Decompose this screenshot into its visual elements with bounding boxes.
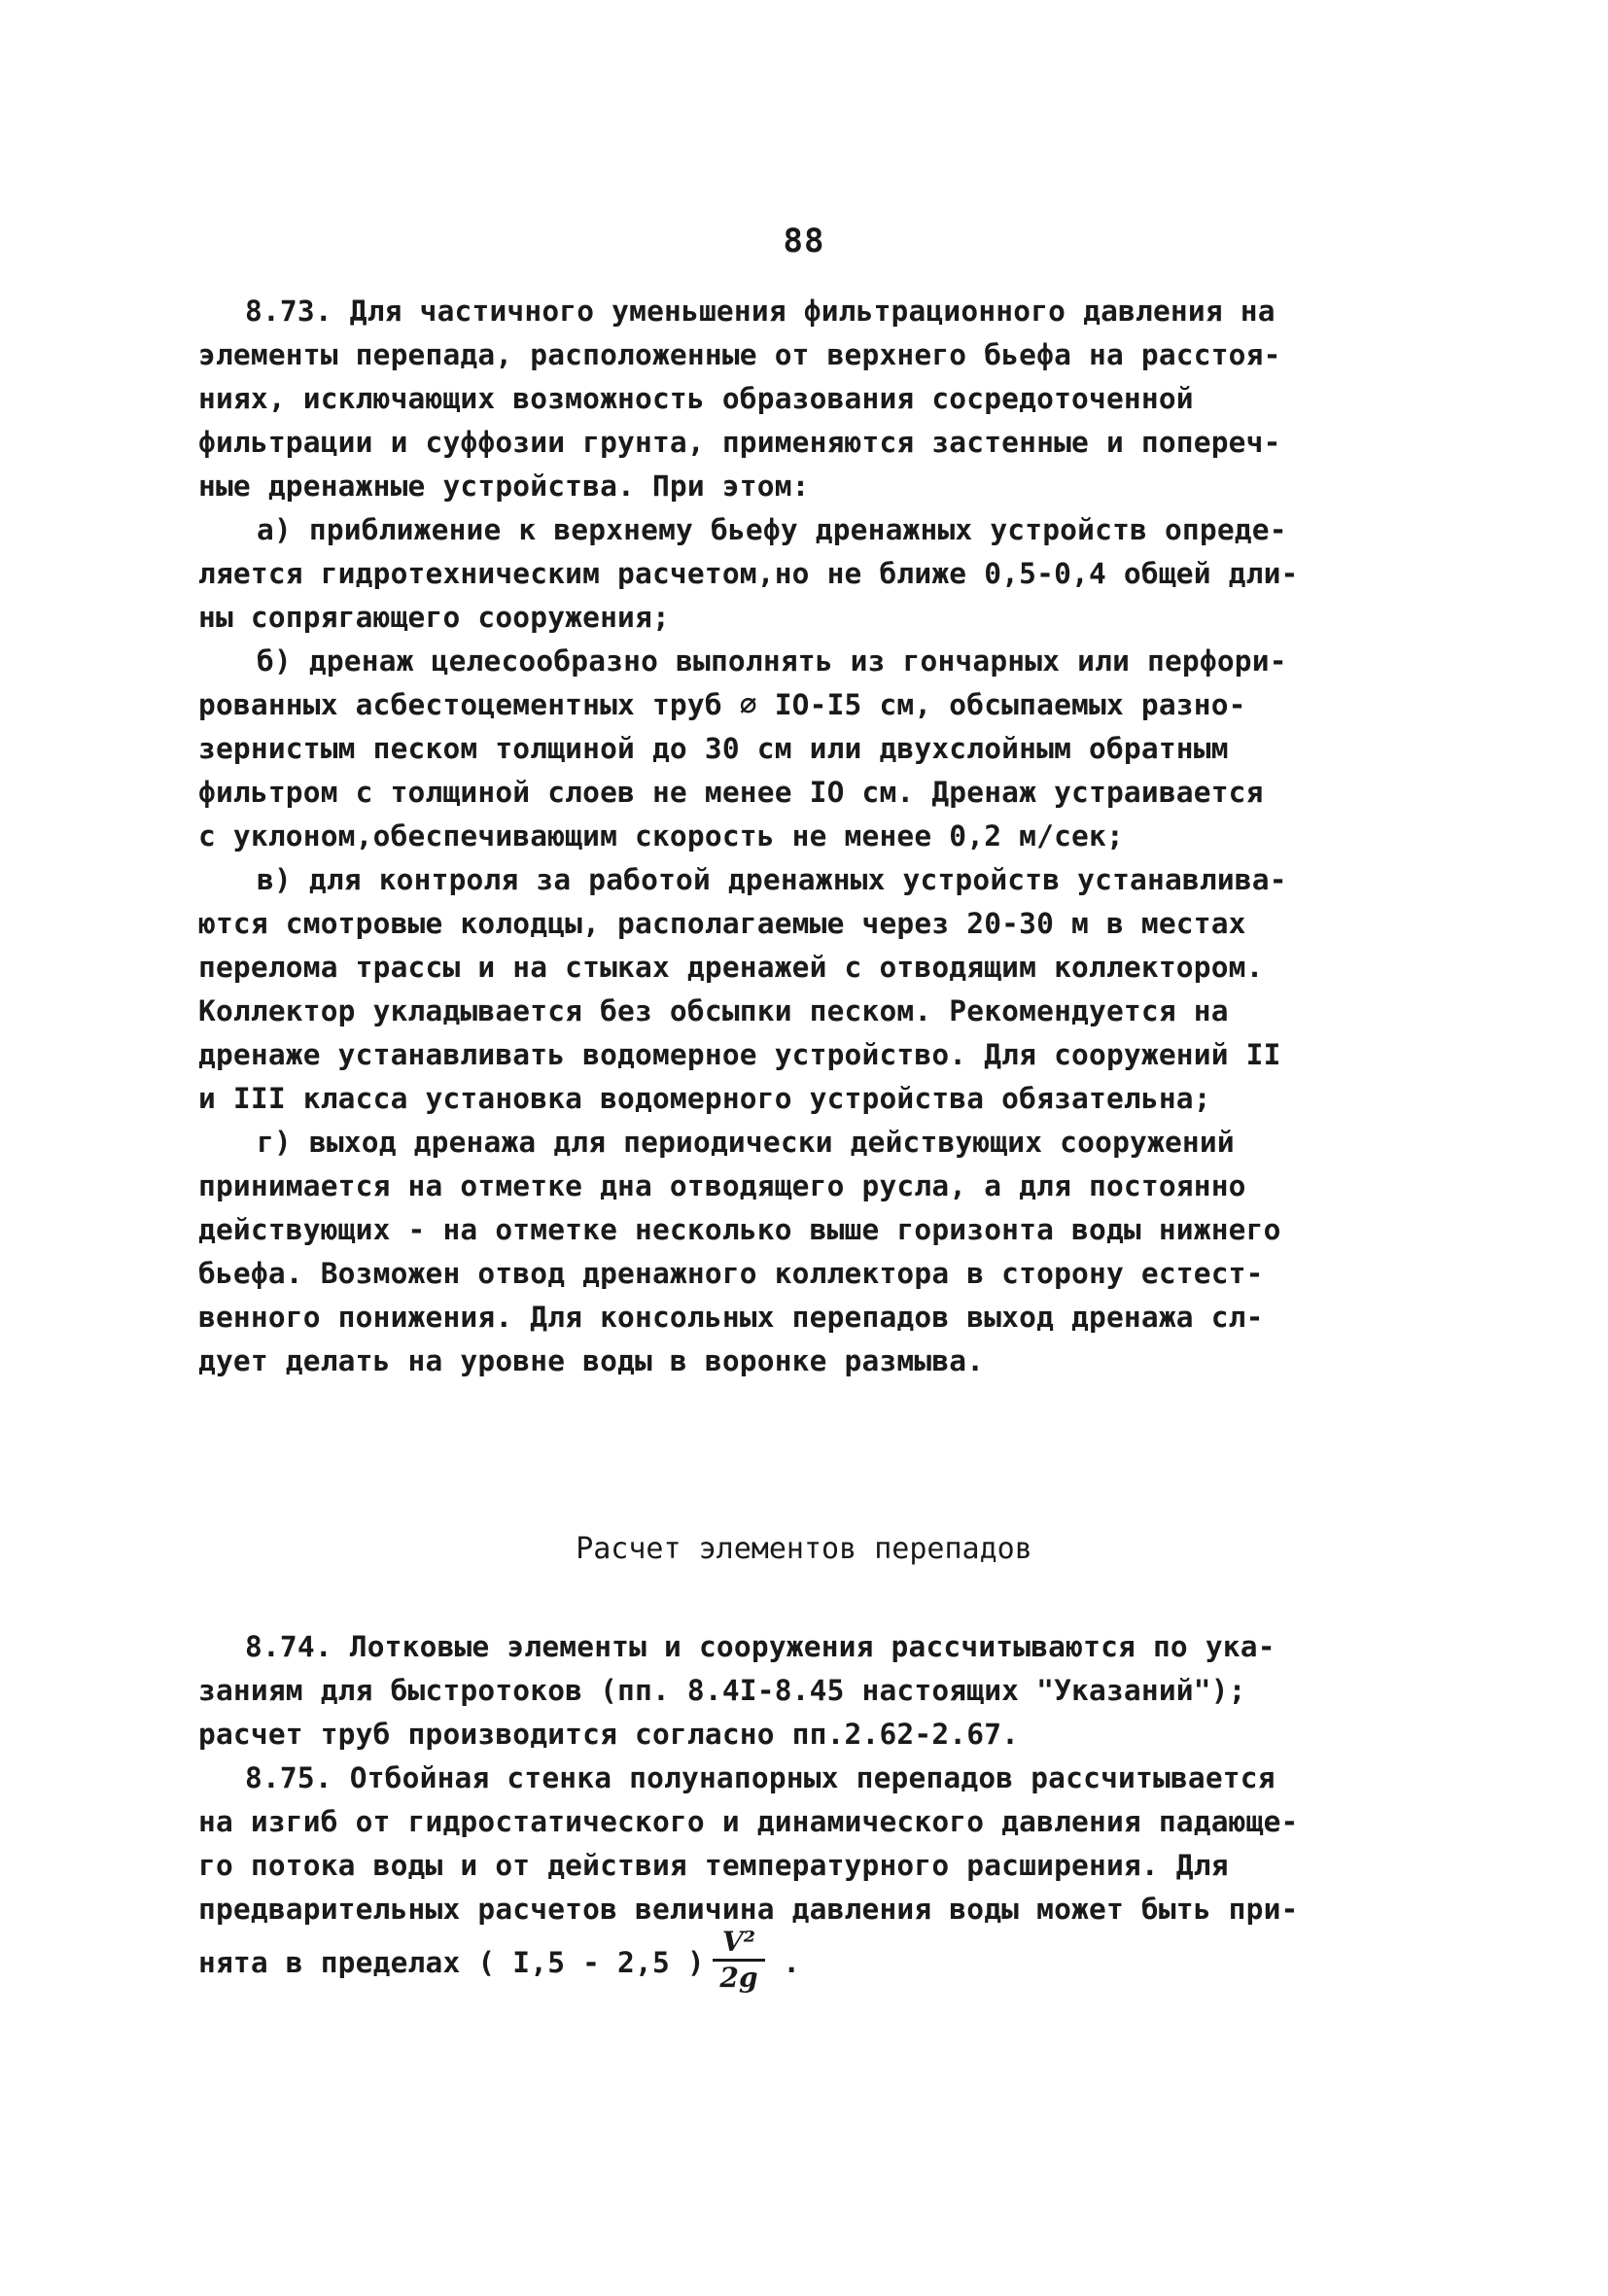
paragraph-3-74-line: заниям для быстротоков (пп. 8.4I-8.45 настоящих "Указаний"); (198, 1674, 1246, 1707)
item-v-line: ются смотровые колодцы, располагаемые через 20-30 м в местах (198, 907, 1246, 940)
fraction-denominator: 2g (719, 1962, 758, 1994)
section-heading: Расчет элементов перепадов (576, 1532, 1032, 1566)
item-v-line: в) для контроля за работой дренажных устройств устанавлива- (257, 863, 1287, 896)
paragraph-3-73-line: фильтрации и суффозии грунта, применяются застенные и попереч- (198, 426, 1281, 459)
paragraph-3-75-last-line (198, 1926, 1414, 1994)
item-g-line: действующих - на отметке несколько выше горизонта воды нижнего (198, 1213, 1281, 1246)
paragraph-3-74-line: 8.74. Лотковые элементы и сооружения рассчитываются по ука- (245, 1630, 1276, 1663)
paragraph-3-73-line: 8.73. Для частичного уменьшения фильтрационного давления на (245, 295, 1276, 328)
item-b-line: фильтром с толщиной слоев не менее IO см. Дренаж устраивается (198, 776, 1264, 809)
item-g-line: принимается на отметке дна отводящего русла, а для постоянно (198, 1169, 1246, 1202)
item-a-line: ны сопрягающего сооружения; (198, 601, 670, 634)
item-g-line: дует делать на уровне воды в воронке размыва. (198, 1344, 985, 1377)
paragraph-3-74-line: расчет труб производится согласно пп.2.62-2.67. (198, 1718, 1020, 1751)
item-a-line: а) приближение к верхнему бьефу дренажных устройств опреде- (257, 513, 1287, 546)
item-b-line: зернистым песком толщиной до 30 см или двухслойным обратным (198, 732, 1229, 765)
paragraph-3-75-line: предварительных расчетов величина давления воды может быть при- (198, 1893, 1299, 1926)
paragraph-3-73-line: элементы перепада, расположенные от верхнего бьефа на расстоя- (198, 338, 1281, 371)
paragraph-3-75-last-line-text: нята в пределах ( I,5 - 2,5 ) (198, 1946, 705, 1979)
paragraph-3-75-line: 8.75. Отбойная стенка полунапорных перепадов рассчитывается (245, 1761, 1276, 1794)
item-v-line: перелома трассы и на стыках дренажей с отводящим коллектором. (198, 951, 1264, 984)
item-b-line: рованных асбестоцементных труб ⌀ IO-I5 см, обсыпаемых разно- (198, 688, 1246, 721)
paragraph-3-75-line: го потока воды и от действия температурного расширения. Для (198, 1849, 1229, 1882)
fraction (713, 1928, 765, 1993)
paragraph-3-75-line: на изгиб от гидростатического и динамического давления падающе- (198, 1805, 1299, 1838)
page-number: 88 (783, 222, 825, 261)
calculation-text-block (198, 1625, 1414, 1994)
item-b-line: с уклоном,обеспечивающим скорость не менее 0,2 м/сек; (198, 819, 1124, 852)
item-b-line: б) дренаж целесообразно выполнять из гончарных или перфори- (257, 644, 1287, 678)
item-v-line: Коллектор укладывается без обсыпки песком. Рекомендуется на (198, 994, 1229, 1027)
item-v-line: и III класса установка водомерного устройства обязательна; (198, 1082, 1211, 1115)
paragraph-3-73-line: ные дренажные устройства. При этом: (198, 470, 810, 503)
item-g-line: венного понижения. Для консольных перепадов выход дренажа сл- (198, 1301, 1264, 1334)
fraction-numerator: V² (713, 1928, 765, 1962)
item-g-line: г) выход дренажа для периодически действующих сооружений (257, 1126, 1235, 1159)
paragraph-3-73-line: ниях, исключающих возможность образования сосредоточенной (198, 382, 1194, 415)
item-g-line: бьефа. Возможен отвод дренажного коллектора в сторону естест- (198, 1257, 1264, 1290)
main-text-block (198, 290, 1414, 1383)
paragraph-3-75-end-punctuation: . (783, 1946, 801, 1979)
item-a-line: ляется гидротехническим расчетом,но не ближе 0,5-0,4 общей дли- (198, 557, 1299, 590)
velocity-head-formula (713, 1928, 765, 1993)
item-v-line: дренаже устанавливать водомерное устройство. Для сооружений II (198, 1038, 1281, 1071)
